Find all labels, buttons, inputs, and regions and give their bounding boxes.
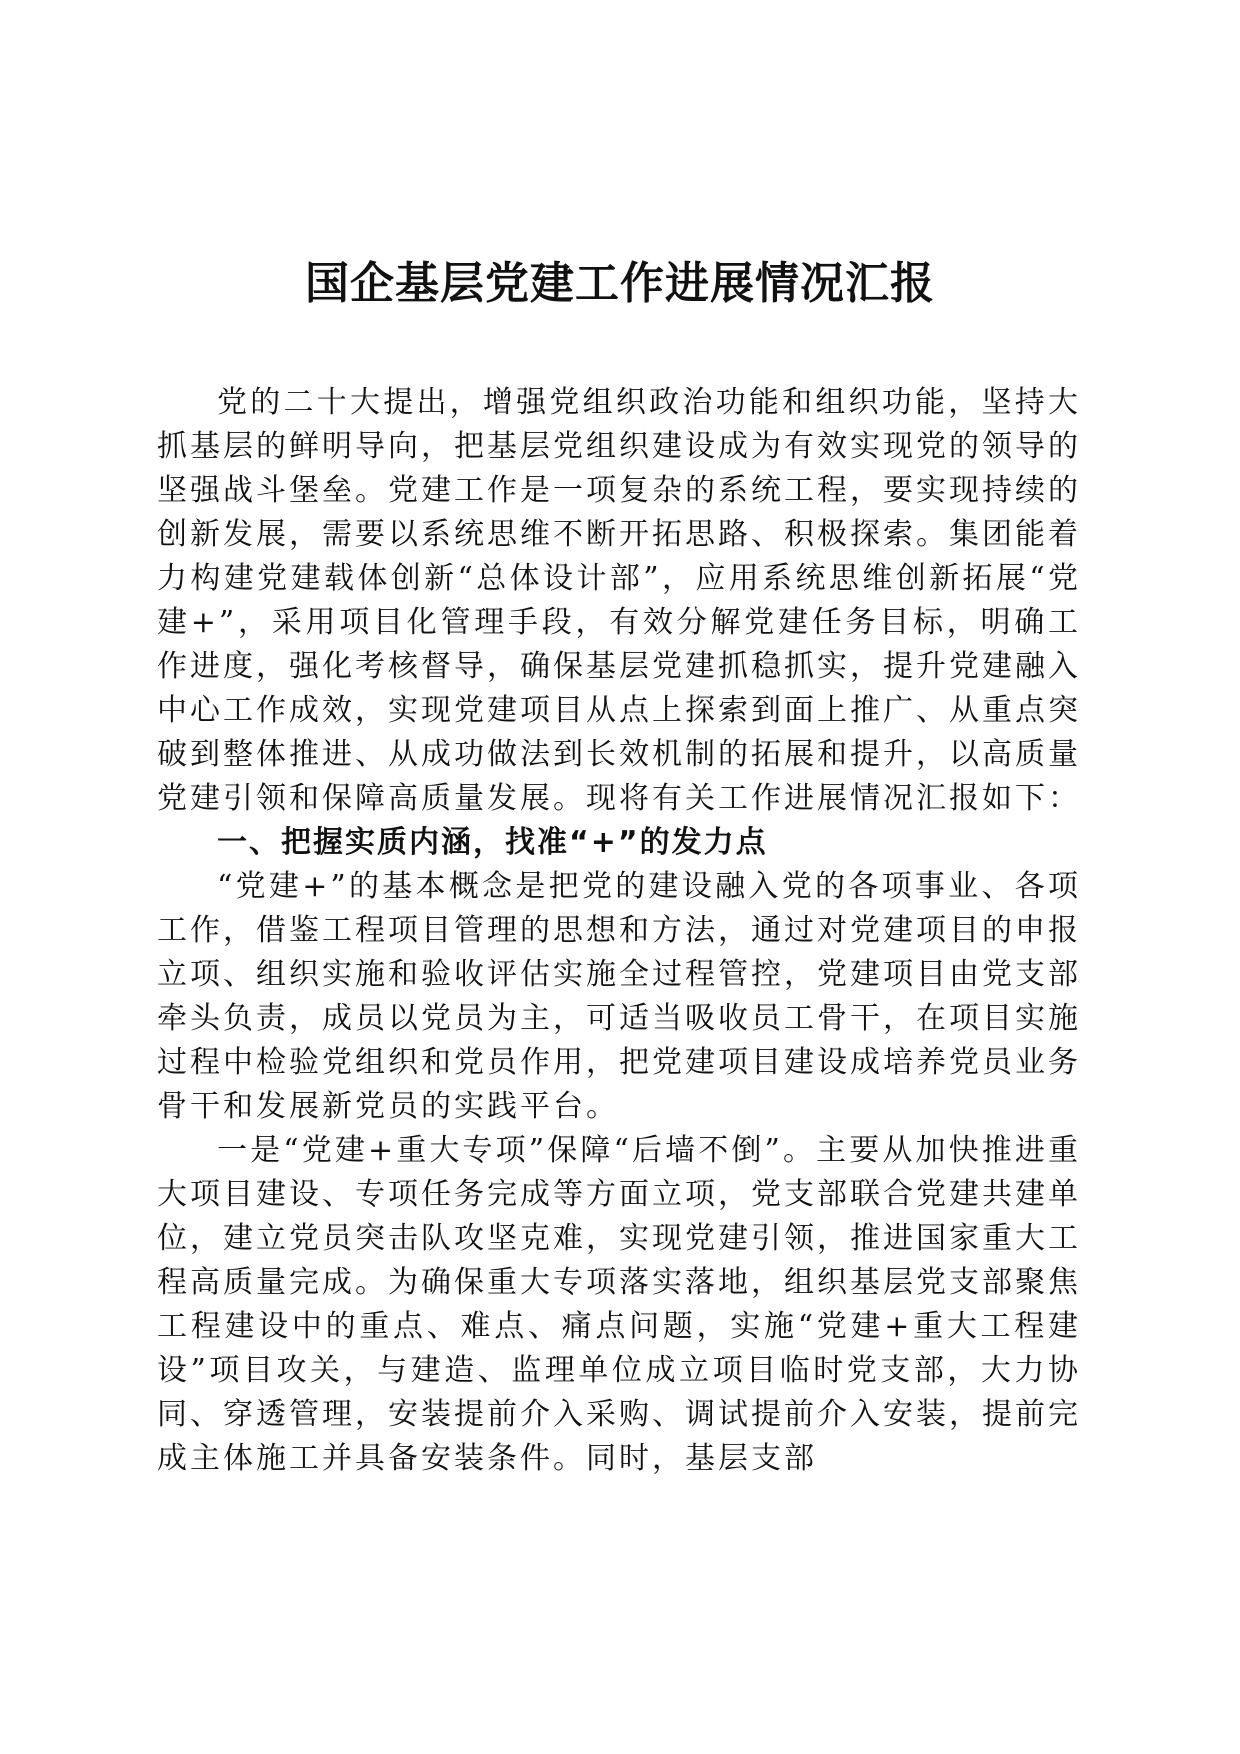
paragraph-concept: “党建+”的基本概念是把党的建设融入党的各项事业、各项工作，借鉴工程项目管理的思想和方法，通过对党建项目的申报立项、组织实施和验收评估实施全过程管控，党建项目由党支部牵头负责，成员以党员为主，可适当吸收员工骨干，在项目实施过程中检验党组织和党员作用，把党建项目建设成培养党员业务骨干和发展新党员的实践平台。 [157,869,1081,1124]
paragraph-major-projects: 一是“党建+重大专项”保障“后墙不倒”。主要从加快推进重大项目建设、专项任务完成等方面立项，党支部联合党建共建单位，建立党员突击队攻坚克难，实现党建引领，推进国家重大工程高质量完成。为确保重大专项落实落地，组织基层党支部聚焦工程建设中的重点、难点、痛点问题，实施“党建+重大工程建设”项目攻关，与建造、监理单位成立项目临时党支部，大力协同、穿透管理，安装提前介入采购、调试提前介入安装，提前完成主体施工并具备安装条件。同时，基层支部 [157,1133,1081,1476]
section-heading-1: 一、把握实质内涵，找准“+”的发力点 [217,825,768,860]
document-body [157,381,1081,1481]
paragraph-intro: 党的二十大提出，增强党组织政治功能和组织功能，坚持大抓基层的鲜明导向，把基层党组织建设成为有效实现党的领导的坚强战斗堡垒。党建工作是一项复杂的系统工程，要实现持续的创新发展，需要以系统思维不断开拓思路、积极探索。集团能着力构建党建载体创新“总体设计部”，应用系统思维创新拓展“党建+”，采用项目化管理手段，有效分解党建任务目标，明确工作进度，强化考核督导，确保基层党建抓稳抓实，提升党建融入中心工作成效，实现党建项目从点上探索到面上推广、从重点突破到整体推进、从成功做法到长效机制的拓展和提升，以高质量党建引领和保障高质量发展。现将有关工作进展情况汇报如下： [157,385,1081,816]
document-title: 国企基层党建工作进展情况汇报 [305,258,935,309]
